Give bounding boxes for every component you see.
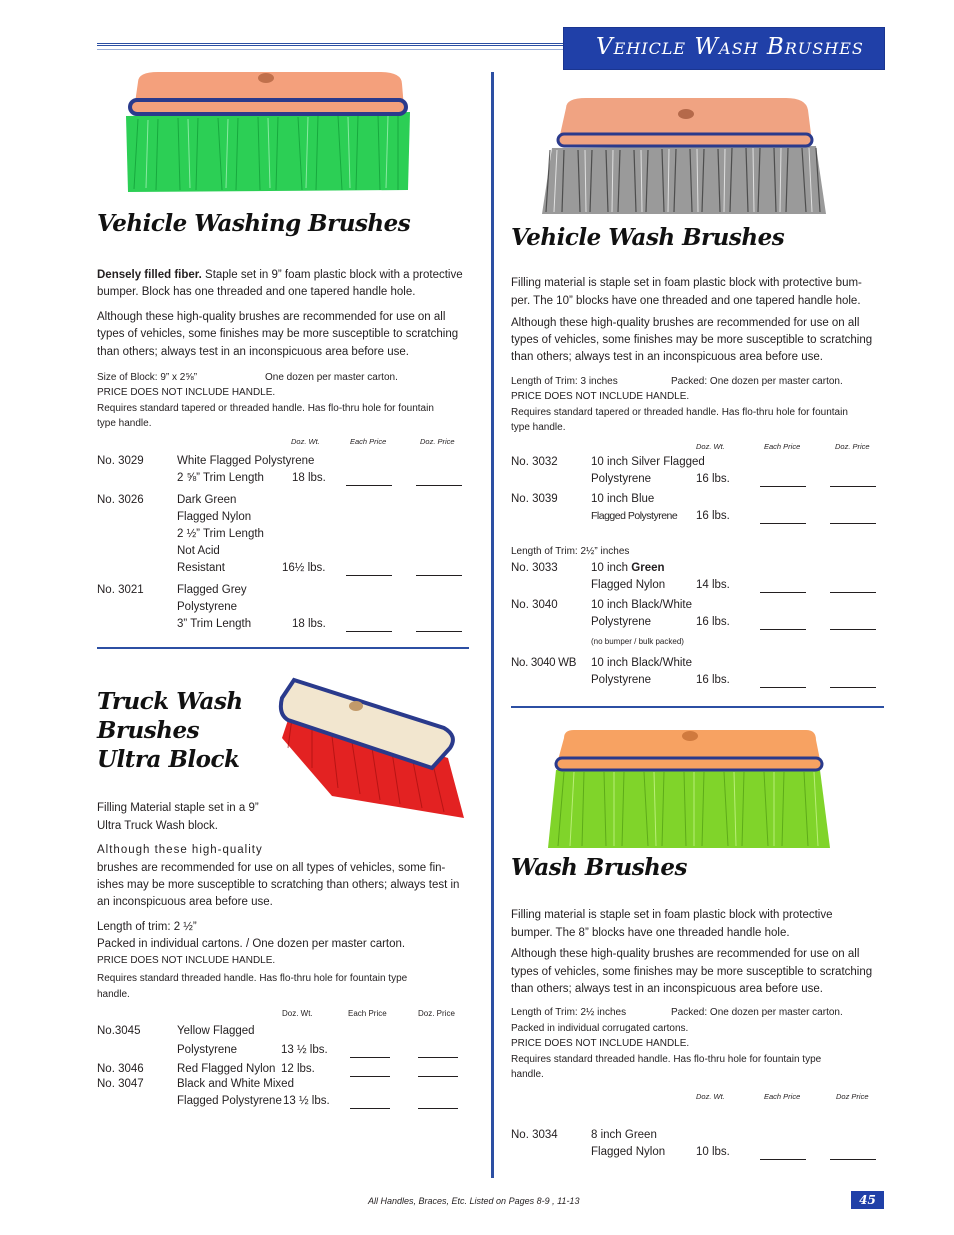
s1-col-wt: Doz. Wt. (291, 437, 320, 446)
item-desc-part: 10 inch (591, 562, 632, 574)
item-desc: 10 inch Silver Flagged (591, 456, 705, 468)
header-rule-thin (97, 49, 567, 50)
section-title-vehicle-wash-brushes: Vehicle Wash Brushes (511, 224, 785, 251)
item-no: No. 3039 (511, 493, 558, 505)
page-number: 45 (851, 1191, 884, 1209)
s1-para-1 (97, 267, 472, 285)
each-price-blank (760, 1159, 806, 1160)
s1-price-note: PRICE DOES NOT INCLUDE HANDLE. (97, 387, 276, 398)
item-desc: Not Acid (177, 545, 220, 557)
item-weight: 12 lbs. (281, 1063, 315, 1075)
s1-req-line-2: type handle. (97, 418, 152, 429)
s2-para-1-line-2: Ultra Truck Wash block. (97, 820, 218, 832)
s2-col-doz: Doz. Price (418, 1009, 455, 1018)
each-price-blank (346, 485, 392, 486)
item-weight: 10 lbs. (696, 1146, 730, 1158)
s2-para-2-line-3: ishes may be more susceptible to scratching than others; always test in (97, 879, 460, 891)
item-desc: 2 ½” Trim Length (177, 528, 264, 540)
s3-col-doz: Doz. Price (835, 442, 870, 451)
s4-para-1-line-2: bumper. The 8” blocks have one threaded handle hole. (511, 927, 790, 939)
doz-price-blank (416, 575, 462, 576)
section-title-truck-wash (97, 687, 243, 774)
s3-price-note: PRICE DOES NOT INCLUDE HANDLE. (511, 391, 690, 402)
s1-para-2-line-2: types of vehicles, some finishes may be more susceptible to scratching (97, 328, 459, 340)
s4-packed-2: Packed in individual corrugated cartons. (511, 1023, 689, 1034)
doz-price-blank (416, 485, 462, 486)
s1-para-2-line-1: Although these high-quality brushes are recommended for use on all (97, 311, 446, 323)
item-weight: 18 lbs. (292, 618, 326, 630)
s4-col-each: Each Price (764, 1092, 801, 1101)
s2-col-each: Each Price (348, 1009, 387, 1018)
s2-price-note: PRICE DOES NOT INCLUDE HANDLE. (97, 955, 276, 966)
item-note: (no bumper / bulk packed) (591, 637, 684, 646)
item-desc: Polystyrene (591, 473, 652, 485)
doz-price-blank (830, 629, 876, 630)
s4-trim: Length of Trim: 2½ inches (511, 1007, 627, 1018)
section-title-vehicle-washing-brushes: Vehicle Washing Brushes (97, 210, 411, 237)
column-divider (491, 72, 494, 1178)
item-desc: Dark Green (177, 494, 237, 506)
doz-price-blank (830, 1159, 876, 1160)
item-desc: 10 inch Black/White (591, 599, 692, 611)
item-no: No. 3046 (97, 1063, 144, 1075)
item-weight: 14 lbs. (696, 579, 730, 591)
doz-price-blank (830, 486, 876, 487)
item-desc: 2 ⅝” Trim Length (177, 472, 264, 484)
s1-para-2-line-3: than others; always test in an inconspicuous area before use. (97, 346, 409, 358)
section-divider (97, 647, 469, 649)
s1-carton: One dozen per master carton. (265, 372, 398, 383)
s4-col-wt: Doz. Wt. (696, 1092, 725, 1101)
s3-req-line-1: Requires standard tapered or threaded handle. Has flo-thru hole for fountain (511, 407, 848, 418)
s1-para-1-line-1: Staple set in 9” foam plastic block with a protective (201, 269, 463, 281)
s4-para-1-line-1: Filling material is staple set in foam plastic block with protective (511, 909, 833, 921)
item-no: No. 3034 (511, 1129, 558, 1141)
doz-price-blank (830, 687, 876, 688)
s2-req-line-1: Requires standard threaded handle. Has flo-thru hole for fountain type (97, 973, 408, 984)
each-price-blank (346, 631, 392, 632)
s2-packed: Packed in individual cartons. / One dozen per master carton. (97, 938, 406, 950)
footer-note: All Handles, Braces, Etc. Listed on Pages 8-9 , 11-13 (368, 1196, 580, 1206)
header-rule (97, 43, 567, 46)
title-line: Brushes (97, 717, 200, 744)
each-price-blank (350, 1057, 390, 1058)
s3-para-2-line-1: Although these high-quality brushes are recommended for use on all (511, 317, 860, 329)
s4-para-2-line-2: types of vehicles, some finishes may be more susceptible to scratching (511, 966, 873, 978)
s1-col-each: Each Price (350, 437, 387, 446)
item-desc: Polystyrene (591, 616, 652, 628)
item-weight: 16 lbs. (696, 473, 730, 485)
item-desc: 8 inch Green (591, 1129, 657, 1141)
item-no: No.3045 (97, 1025, 141, 1037)
item-weight: 13 ½ lbs. (283, 1095, 330, 1107)
s3-col-wt: Doz. Wt. (696, 442, 725, 451)
each-price-blank (760, 486, 806, 487)
s3-req-line-2: type handle. (511, 422, 566, 433)
s2-col-wt: Doz. Wt. (282, 1009, 313, 1018)
section-divider (511, 706, 884, 708)
item-no: No. 3040 (511, 599, 558, 611)
title-line: Truck Wash (97, 688, 243, 715)
s1-col-doz: Doz. Price (420, 437, 455, 446)
item-desc: Black and White Mixed (177, 1078, 294, 1090)
item-desc (591, 560, 665, 577)
doz-price-blank (830, 592, 876, 593)
s3-col-each: Each Price (764, 442, 801, 451)
s4-col-doz: Doz Price (836, 1092, 869, 1101)
each-price-blank (350, 1108, 390, 1109)
item-weight: 16 lbs. (696, 674, 730, 686)
lime-brush-image (540, 726, 832, 852)
s3-trim: Length of Trim: 3 inches (511, 376, 618, 387)
s2-para-2-line-2: brushes are recommended for use on all types of vehicles, some fin- (97, 862, 446, 874)
s2-para-2-line-1: Although these high-quality (97, 844, 263, 856)
each-price-blank (760, 592, 806, 593)
s3-para-1-line-1: Filling material is staple set in foam plastic block with protective bum- (511, 277, 862, 289)
item-desc: White Flagged Polystyrene (177, 455, 315, 467)
s4-packed: Packed: One dozen per master carton. (671, 1007, 843, 1018)
item-no: No. 3026 (97, 494, 144, 506)
item-no: No. 3040 WB (511, 657, 577, 669)
item-desc: 3” Trim Length (177, 618, 252, 630)
item-no: No. 3029 (97, 455, 144, 467)
item-no: No. 3047 (97, 1078, 144, 1090)
s3-para-2-line-2: types of vehicles, some finishes may be more susceptible to scratching (511, 334, 873, 346)
s1-para-1-line-2: bumper. Block has one threaded and one tapered handle hole. (97, 286, 416, 298)
item-desc: Flagged Grey (177, 584, 247, 596)
item-desc: Polystyrene (591, 674, 652, 686)
page-title: Vehicle Wash Brushes (596, 34, 864, 60)
s3-packed: Packed: One dozen per master carton. (671, 376, 843, 387)
item-desc: Flagged Nylon (177, 511, 252, 523)
item-weight: 16 lbs. (696, 510, 730, 522)
s2-para-2-line-4: an inconspicuous area before use. (97, 896, 273, 908)
s4-req-line-1: Requires standard threaded handle. Has flo-thru hole for fountain type (511, 1054, 822, 1065)
s2-para-1-line-1: Filling Material staple set in a 9” (97, 802, 259, 814)
s3-para-1-line-2: per. The 10” blocks have one threaded and one tapered handle hole. (511, 295, 861, 307)
s1-lead: Densely filled fiber. (97, 269, 202, 281)
s2-trim: Length of trim: 2 ½” (97, 921, 197, 933)
s1-req-line-1: Requires standard tapered or threaded handle. Has flo-thru hole for fountain (97, 403, 434, 414)
doz-price-blank (418, 1108, 458, 1109)
item-weight: 13 ½ lbs. (281, 1044, 328, 1056)
item-desc: 10 inch Black/White (591, 657, 692, 669)
item-no: No. 3021 (97, 584, 144, 596)
item-desc: Flagged Nylon (591, 579, 666, 591)
doz-price-blank (830, 523, 876, 524)
each-price-blank (350, 1076, 390, 1077)
red-brush-image (272, 668, 468, 828)
item-desc: Flagged Polystyrene (591, 510, 678, 522)
item-desc-color: Green (631, 562, 665, 574)
item-no: No. 3032 (511, 456, 558, 468)
each-price-blank (346, 575, 392, 576)
each-price-blank (760, 523, 806, 524)
doz-price-blank (416, 631, 462, 632)
s1-size: Size of Block: 9” x 2⅝” (97, 372, 198, 383)
item-desc: Red Flagged Nylon (177, 1063, 276, 1075)
s4-req-line-2: handle. (511, 1069, 544, 1080)
item-desc: 10 inch Blue (591, 493, 655, 505)
each-price-blank (760, 687, 806, 688)
s4-para-2-line-1: Although these high-quality brushes are recommended for use on all (511, 948, 860, 960)
section-title-wash-brushes: Wash Brushes (511, 854, 687, 881)
item-weight: 18 lbs. (292, 472, 326, 484)
item-desc: Flagged Nylon (591, 1146, 666, 1158)
item-desc: Yellow Flagged (177, 1025, 255, 1037)
item-no: No. 3033 (511, 562, 558, 574)
grey-brush-image (536, 80, 832, 218)
each-price-blank (760, 629, 806, 630)
item-weight: 16½ lbs. (282, 562, 326, 574)
green-brush-image (118, 64, 418, 196)
s4-price-note: PRICE DOES NOT INCLUDE HANDLE. (511, 1038, 690, 1049)
item-weight: 16 lbs. (696, 616, 730, 628)
doz-price-blank (418, 1076, 458, 1077)
doz-price-blank (418, 1057, 458, 1058)
title-line: Ultra Block (97, 746, 240, 773)
item-desc: Resistant (177, 562, 225, 574)
s3-trim-2: Length of Trim: 2½” inches (511, 546, 630, 557)
s2-req-line-2: handle. (97, 989, 130, 1000)
s4-para-2-line-3: than others; always test in an inconspicuous area before use. (511, 983, 823, 995)
s3-para-2-line-3: than others; always test in an inconspicuous area before use. (511, 351, 823, 363)
item-desc: Polystyrene (177, 601, 238, 613)
header-banner (563, 27, 885, 70)
item-desc: Flagged Polystyrene (177, 1095, 282, 1107)
item-desc: Polystyrene (177, 1044, 238, 1056)
